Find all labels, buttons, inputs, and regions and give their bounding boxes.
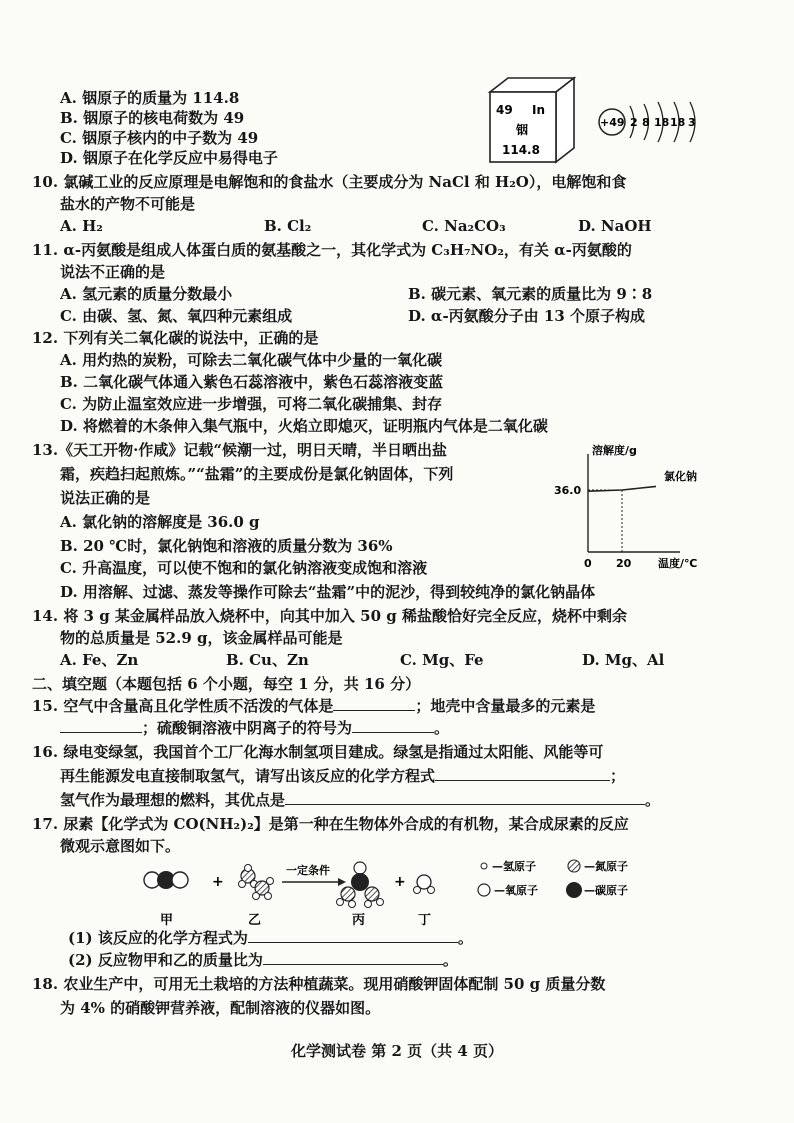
element-symbol: In — [532, 103, 546, 117]
q16-line1: 16. 绿电变绿氢，我国首个工厂化海水制氢项目建成。绿氢是指通过太阳能、风能等可 — [32, 743, 604, 761]
atom-legend — [478, 859, 628, 898]
q14-option-a: A. Fe、Zn — [60, 651, 139, 669]
q17-blank-mass-ratio[interactable] — [263, 950, 443, 965]
q10-option-d: D. NaOH — [578, 217, 652, 235]
legend-n: —氮原子 — [584, 860, 628, 873]
q15-blank-2[interactable] — [60, 718, 142, 733]
q13-stem-line2: 霜，疾趋扫起煎炼。”“盐霜”的主要成份是氯化钠固体，下列 — [60, 465, 454, 483]
element-name: 铟 — [516, 123, 529, 137]
series-label-nacl: 氯化钠 — [664, 470, 697, 483]
molecule-jia — [144, 871, 188, 889]
q16-blank-advantage[interactable] — [285, 790, 645, 805]
q17-blank-equation[interactable] — [248, 928, 458, 943]
q12-option-b: B. 二氧化碳气体通入紫色石蕊溶液中，紫色石蕊溶液变蓝 — [60, 373, 444, 391]
atom-structure-diagram — [596, 98, 714, 148]
shell-1: 2 — [630, 116, 638, 129]
q13-option-c: C. 升高温度，可以使不饱和的氯化钠溶液变成饱和溶液 — [60, 559, 428, 577]
q11-stem-line1: 11. α-丙氨酸是组成人体蛋白质的氨基酸之一，其化学式为 C₃H₇NO₂，有关 α-丙氨酸的 — [32, 241, 632, 259]
nacl-solubility-line — [588, 486, 656, 491]
label-jia: 甲 — [160, 913, 174, 928]
q9-option-c: C. 铟原子核内的中子数为 49 — [60, 129, 259, 147]
q15-blank-1[interactable] — [333, 696, 415, 711]
legend-o: —氧原子 — [494, 884, 538, 897]
element-card — [482, 74, 582, 166]
molecule-ding — [414, 875, 435, 894]
q13-stem-line3: 说法正确的是 — [60, 489, 151, 507]
element-mass: 114.8 — [502, 143, 540, 157]
q13-option-d: D. 用溶解、过滤、蒸发等操作可除去“盐霜”中的泥沙，得到较纯净的氯化钠晶体 — [60, 583, 596, 601]
section-2-title: 二、填空题（本题包括 6 个小题，每空 1 分，共 16 分） — [32, 675, 421, 693]
q10-option-b: B. Cl₂ — [264, 217, 312, 235]
page-footer: 化学测试卷 第 2 页（共 4 页） — [291, 1042, 503, 1060]
q16-line2: 再生能源发电直接制取氢气，请写出该反应的化学方程式 ； — [60, 767, 626, 785]
q10-option-c: C. Na₂CO₃ — [422, 217, 506, 235]
label-ding: 丁 — [418, 913, 432, 928]
q17-line2: 微观示意图如下。 — [60, 837, 181, 855]
q18-line1: 18. 农业生产中，可用无土栽培的方法种植蔬菜。现用硝酸钾固体配制 50 g 质量分数 — [32, 975, 606, 993]
q14-option-d: D. Mg、Al — [582, 651, 665, 669]
q14-stem-line1: 14. 将 3 g 某金属样品放入烧杯中，向其中加入 50 g 稀盐酸恰好完全反应，烧杯中剩余 — [32, 607, 627, 625]
q13-option-a: A. 氯化钠的溶解度是 36.0 g — [60, 513, 260, 531]
q10-option-a: A. H₂ — [60, 217, 103, 235]
q15-line2: ；硫酸铜溶液中阴离子的符号为 。 — [60, 718, 449, 738]
q12-option-a: A. 用灼热的炭粉，可除去二氧化碳气体中少量的一氧化碳 — [60, 351, 443, 369]
q10-stem-line1: 10. 氯碱工业的反应原理是电解饱和的食盐水（主要成分为 NaCl 和 H₂O），电解饱和食 — [32, 173, 627, 191]
x-tick-20: 20 — [616, 557, 632, 570]
reaction-micro-diagram — [140, 850, 660, 930]
q15-blank-3[interactable] — [352, 718, 434, 733]
nucleus-charge: +49 — [600, 116, 625, 129]
q14-stem-line2: 物的总质量是 52.9 g，该金属样品可能是 — [60, 629, 343, 647]
q11-option-a: A. 氢元素的质量分数最小 — [60, 285, 233, 303]
q17-sub2: (2) 反应物甲和乙的质量比为 。 — [68, 951, 458, 969]
q17-sub1: (1) 该反应的化学方程式为 。 — [68, 929, 473, 947]
q13-stem-line1: 13.《天工开物·作咸》记载“候潮一过，明日天晴，半日晒出盐 — [32, 441, 447, 459]
q17-line1: 17. 尿素【化学式为 CO(NH₂)₂】是第一种在生物体外合成的有机物，某合成尿素的反应 — [32, 815, 629, 833]
q11-option-b: B. 碳元素、氧元素的质量比为 9∶8 — [408, 285, 653, 303]
q18-line2: 为 4% 的硝酸钾营养液，配制溶液的仪器如图。 — [60, 999, 381, 1017]
molecule-yi — [239, 865, 274, 900]
legend-c: —碳原子 — [584, 884, 628, 897]
label-bing: 丙 — [352, 913, 366, 928]
q15-line1: 15. 空气中含量高且化学性质不活泼的气体是 ；地壳中含量最多的元素是 — [32, 697, 596, 715]
q11-stem-line2: 说法不正确的是 — [60, 263, 166, 281]
legend-h: —氢原子 — [492, 860, 536, 873]
q13-option-b: B. 20 ℃时，氯化钠饱和溶液的质量分数为 36% — [60, 537, 393, 555]
molecule-bing — [337, 862, 384, 908]
shell-3: 18 — [654, 116, 670, 129]
q12-stem: 12. 下列有关二氧化碳的说法中，正确的是 — [32, 329, 319, 347]
x-axis-label: 温度/℃ — [658, 557, 698, 570]
shell-5: 3 — [688, 116, 696, 129]
q11-option-d: D. α-丙氨酸分子由 13 个原子构成 — [408, 307, 646, 325]
q11-option-c: C. 由碳、氢、氮、氧四种元素组成 — [60, 307, 293, 325]
x-tick-0: 0 — [584, 557, 592, 570]
reaction-condition: 一定条件 — [286, 864, 330, 877]
q9-option-b: B. 铟原子的核电荷数为 49 — [60, 109, 245, 127]
y-tick-36: 36.0 — [554, 484, 582, 497]
label-yi: 乙 — [248, 913, 262, 928]
element-number: 49 — [496, 103, 513, 117]
q14-option-b: B. Cu、Zn — [226, 651, 309, 669]
q16-line3: 氢气作为最理想的燃料，其优点是 。 — [60, 791, 661, 809]
shell-2: 8 — [642, 116, 650, 129]
q12-option-d: D. 将燃着的木条伸入集气瓶中，火焰立即熄灭，证明瓶内气体是二氧化碳 — [60, 417, 548, 435]
q9-option-a: A. 铟原子的质量为 114.8 — [60, 89, 240, 107]
shell-4: 18 — [670, 116, 686, 129]
solubility-chart — [552, 440, 724, 570]
q16-blank-equation[interactable] — [435, 766, 610, 781]
q12-option-c: C. 为防止温室效应进一步增强，可将二氧化碳捕集、封存 — [60, 395, 443, 413]
y-axis-label: 溶解度/g — [592, 444, 637, 457]
svg-text:+: + — [394, 874, 406, 890]
svg-text:+: + — [212, 874, 224, 890]
q10-stem-line2: 盐水的产物不可能是 — [60, 195, 196, 213]
q9-option-d: D. 铟原子在化学反应中易得电子 — [60, 149, 278, 167]
q14-option-c: C. Mg、Fe — [400, 651, 484, 669]
